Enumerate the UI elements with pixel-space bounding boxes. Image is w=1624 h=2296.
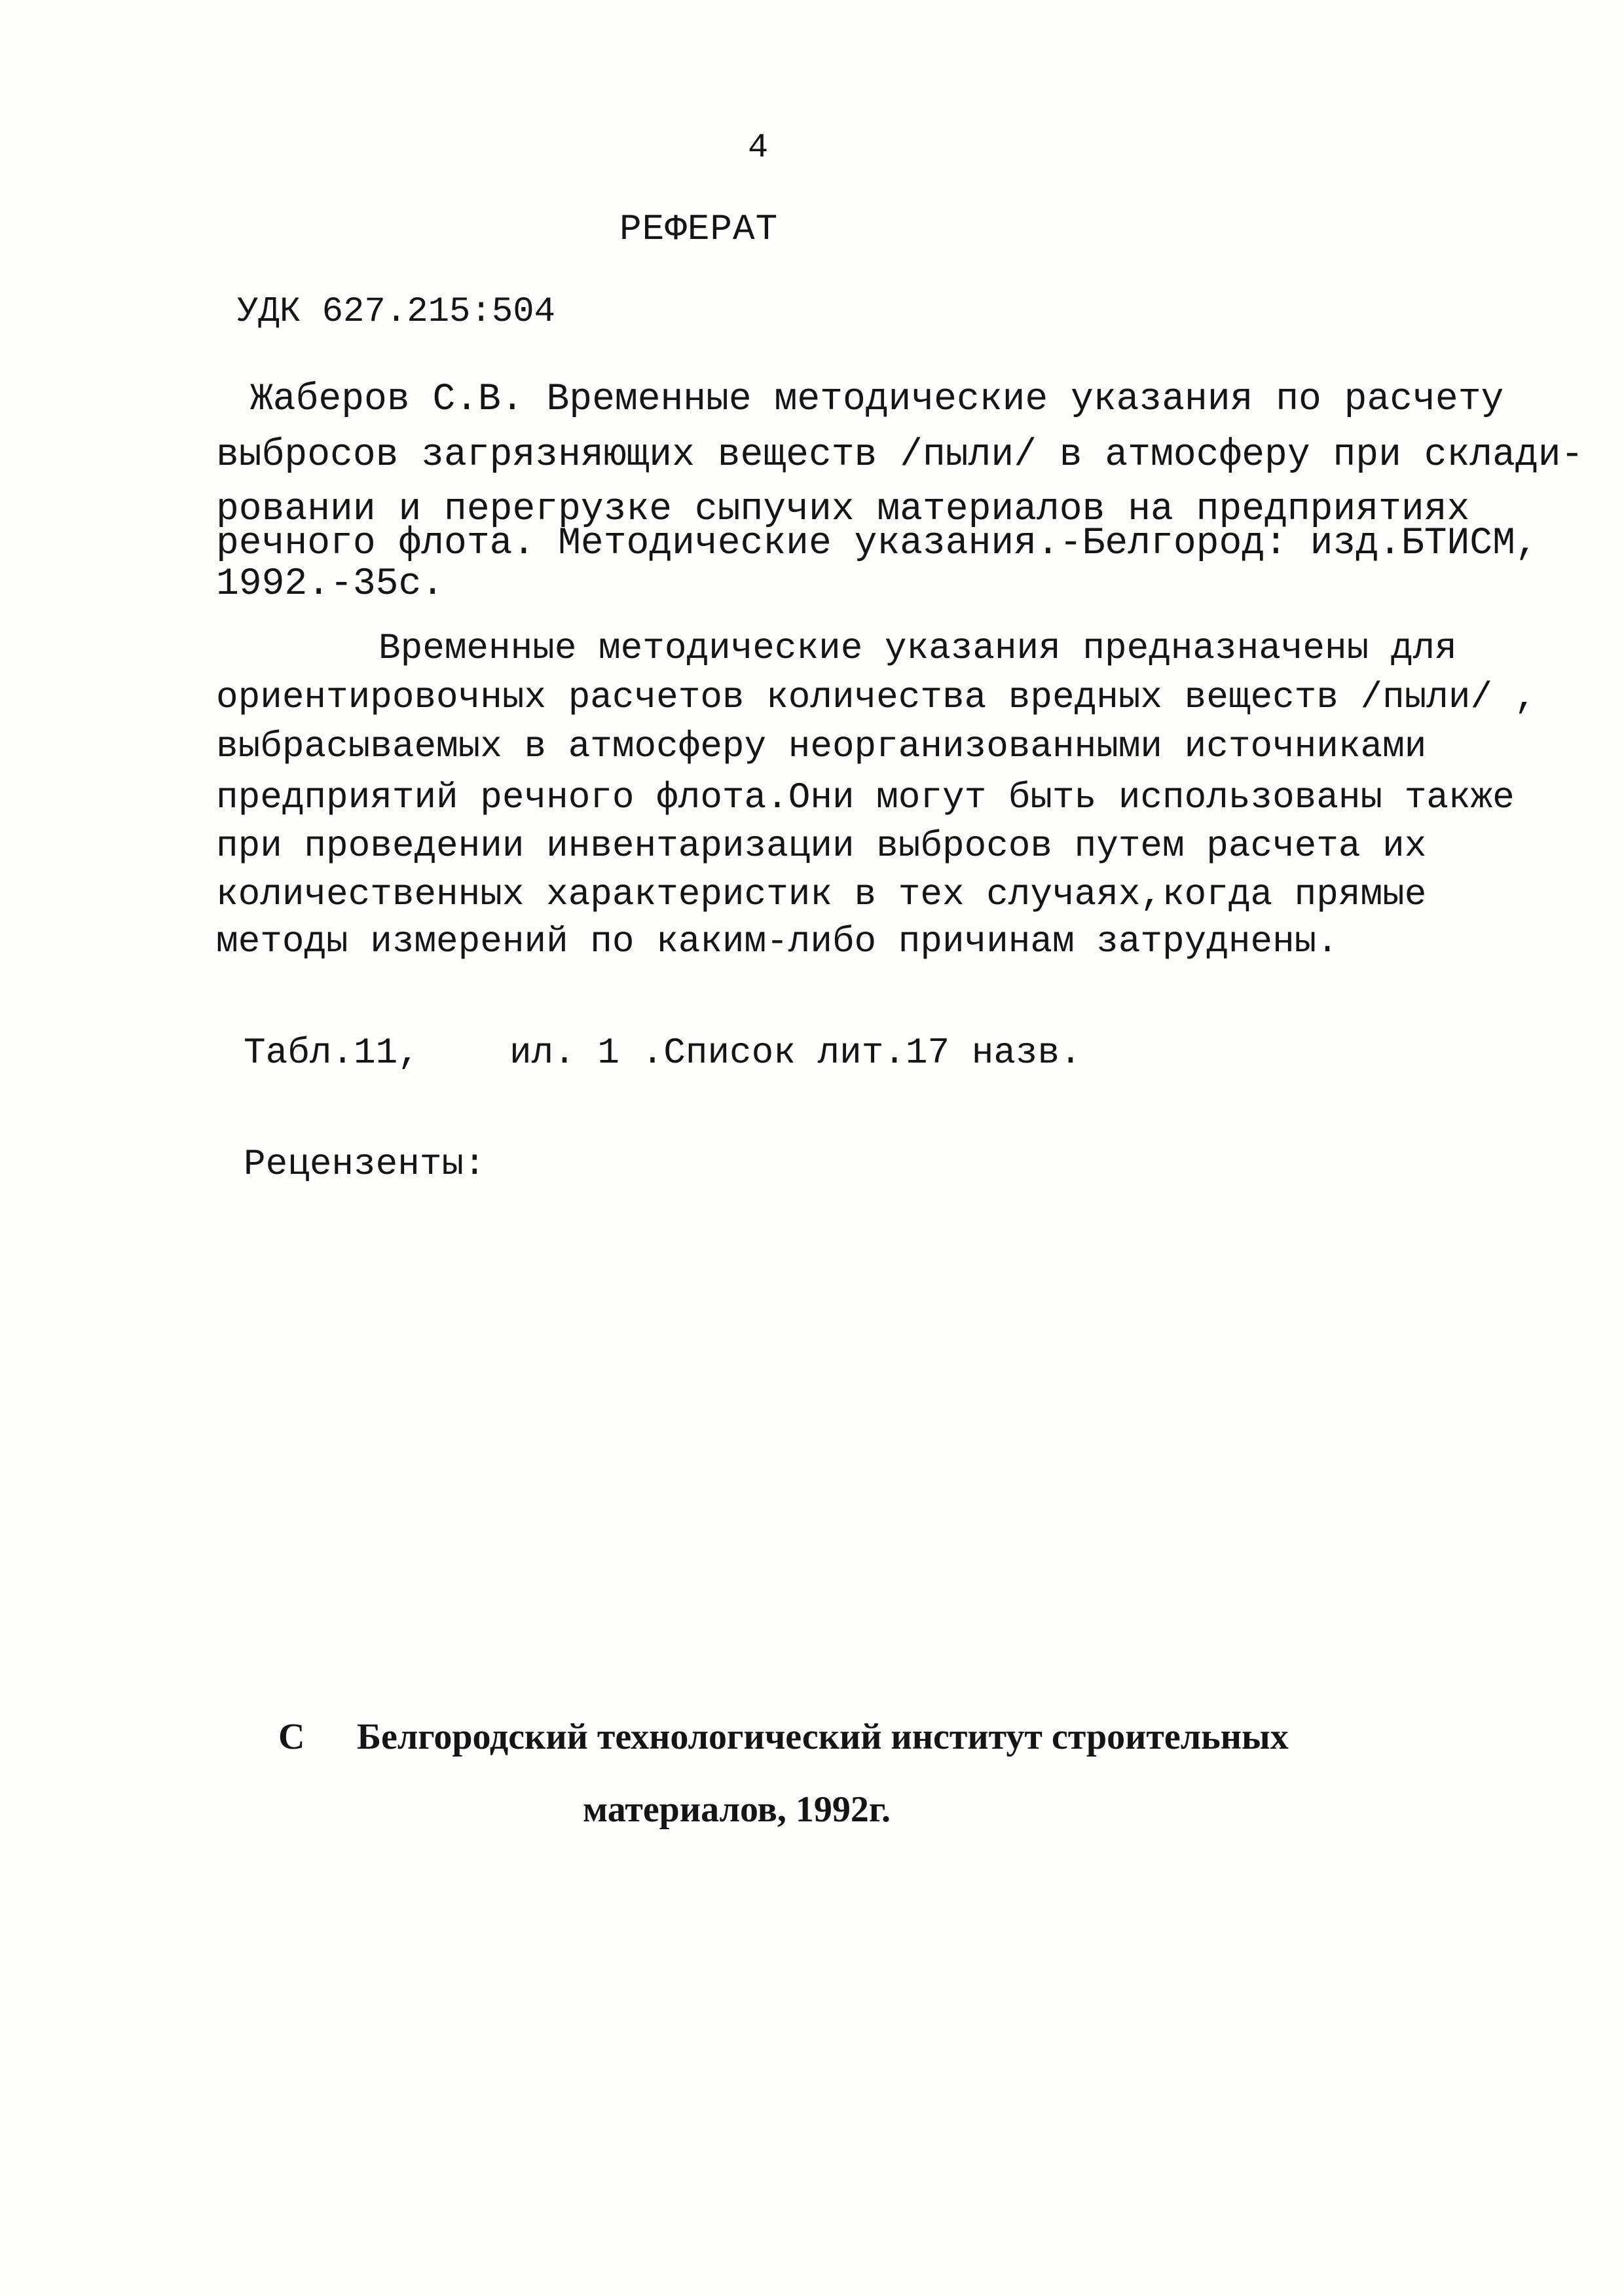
reference-line: ровании и перегрузке сыпучих материалов на предприятиях	[216, 488, 1470, 531]
copyright-year: материалов, 1992г.	[583, 1789, 891, 1830]
illustrations-references: ил. 1 .Список лит.17 назв.	[509, 1032, 1082, 1074]
copyright-symbol: С	[278, 1717, 305, 1757]
page-title: РЕФЕРАТ	[619, 208, 779, 250]
abstract-line: выбрасываемых в атмосферу неорганизованными источниками	[216, 725, 1427, 767]
abstract-line: количественных характеристик в тех случаях,когда прямые	[216, 873, 1427, 915]
udk-code: УДК 627.215:504	[237, 292, 556, 332]
reference-line: речного флота. Методические указания.-Белгород: изд.БТИСМ,	[216, 522, 1538, 565]
abstract-line: предприятий речного флота.Они могут быть использованы также	[216, 776, 1515, 818]
page-number: 4	[748, 128, 769, 167]
abstract-line: при проведении инвентаризации выбросов путем расчета их	[216, 825, 1427, 867]
reference-line: выбросов загрязняющих веществ /пыли/ в атмосферу при склади-	[216, 434, 1584, 477]
copyright-institution: Белгородский технологический институт строительных	[357, 1717, 1289, 1757]
abstract-line: ориентировочных расчетов количества вредных веществ /пыли/ ,	[216, 676, 1537, 718]
abstract-line: методы измерений по каким-либо причинам затруднены.	[216, 920, 1338, 962]
reference-line: 1992.-35с.	[216, 563, 445, 606]
tables-count: Табл.11,	[244, 1032, 420, 1074]
abstract-line: Временные методические указания предназначены для	[378, 627, 1457, 669]
reference-line: Жаберов С.В. Временные методические указания по расчету	[250, 378, 1504, 421]
reviewers-label: Рецензенты:	[244, 1143, 486, 1185]
